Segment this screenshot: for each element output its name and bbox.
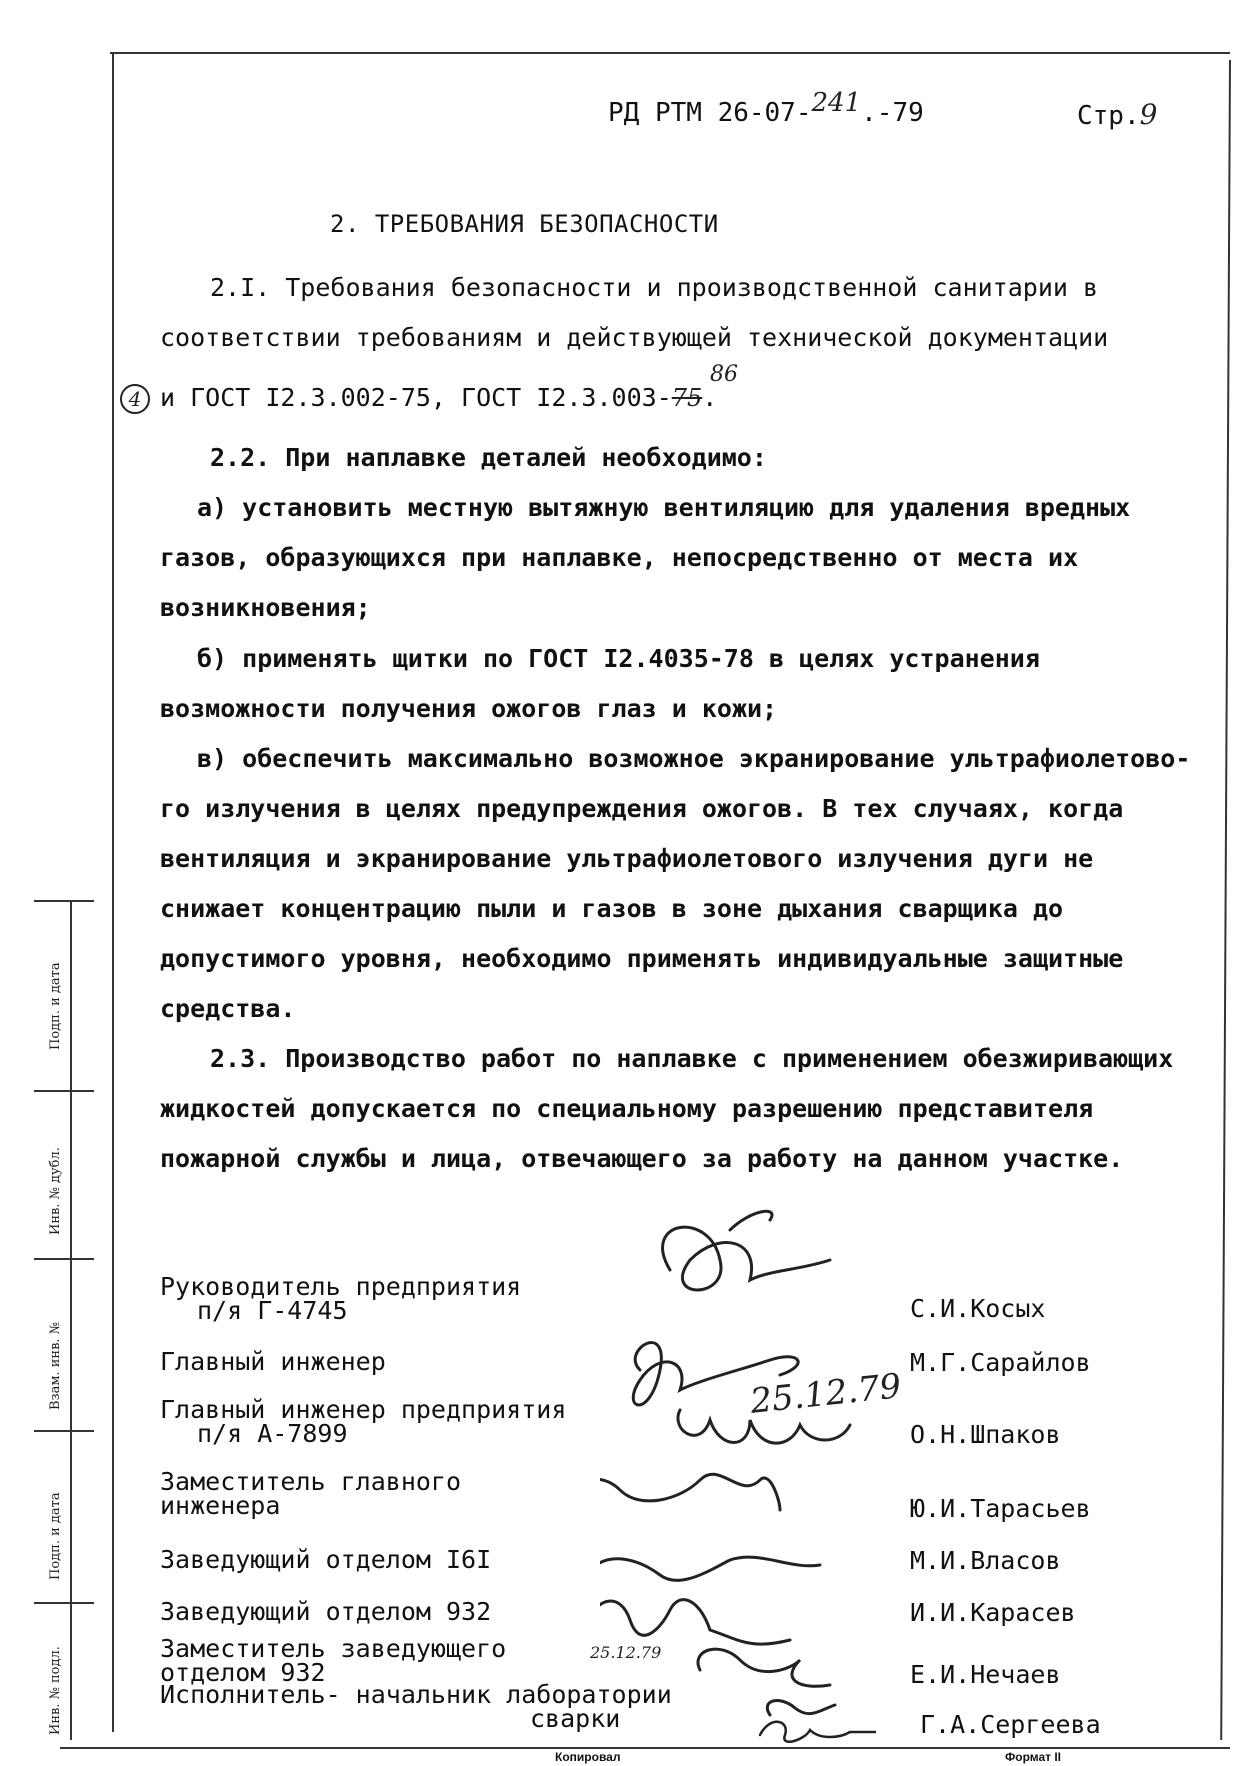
text-line: средства. [160, 994, 296, 1023]
text-line: 2.I. Требования безопасности и производственной санитарии в [210, 273, 1099, 302]
small-date: 25.12.79 [590, 1643, 662, 1662]
text-line: снижает концентрацию пыли и газов в зоне дыхания сварщика до [160, 894, 1064, 923]
signatory-role: Руководитель предприятия п/я Г-4745 [160, 1272, 522, 1325]
signatory-role: Исполнитель- начальник лаборатории сварки [160, 1680, 672, 1733]
signature-7 [698, 1649, 830, 1686]
text-line: соответствии требованиям и действующей технической документации [160, 323, 1109, 352]
text-line: б) применять щитки по ГОСТ I2.4035-78 в целях устранения [197, 644, 1040, 673]
document-code [608, 88, 924, 128]
margin-label: Взам. инв. № [48, 1322, 63, 1410]
margin-label: Инв. № дубл. [48, 1147, 63, 1235]
doc-prefix: РД РТМ 26-07- [608, 98, 812, 128]
text-line: в) обеспечить максимально возможное экранирование ультрафиолетово- [197, 744, 1191, 773]
text-line: пожарной службы и лица, отвечающего за работу на данном участке. [160, 1144, 1124, 1173]
text-line: газов, образующихся при наплавке, непосредственно от места их [160, 543, 1079, 572]
margin-separator [34, 900, 94, 902]
signatory-role: Заведующий отделом 932 [160, 1597, 492, 1626]
margin-label: Подп. и дата [48, 1492, 63, 1580]
gost-reference: и ГОСТ I2.3.002-75, ГОСТ I2.3.003- [160, 383, 672, 412]
footer-right: Формат II [1005, 1750, 1062, 1764]
signatory-role: Главный инженер [160, 1347, 386, 1376]
frame-top-line [110, 52, 1230, 54]
signatory-name: М.И.Власов [910, 1546, 1061, 1575]
margin-label: Инв. № подл. [48, 1646, 63, 1735]
signature-6 [600, 1600, 790, 1645]
text-line: жидкостей допускается по специальному разрешению представителя [160, 1094, 1094, 1123]
text-line: возможности получения ожогов глаз и кожи; [160, 694, 778, 723]
signature-date: 25.12.79 [748, 1366, 904, 1422]
circled-number: 4 [120, 384, 150, 414]
margin-label: Подп. и дата [48, 962, 63, 1050]
text-line-gost [160, 373, 717, 423]
handwritten-signatures [600, 1200, 1120, 1720]
signatory-role: Главный инженер предприятия п/я А-7899 [160, 1395, 567, 1448]
frame-left-line [112, 52, 114, 1732]
signatory-name: С.И.Косых [910, 1294, 1046, 1323]
margin-separator [34, 1430, 94, 1432]
signatory-name: О.Н.Шпаков [910, 1420, 1061, 1449]
text-line: 2.2. При наплавке деталей необходимо: [210, 443, 767, 472]
page-number [1077, 98, 1157, 131]
corrected-year: 86 [710, 362, 738, 387]
text-line: возникновения; [160, 593, 371, 622]
doc-suffix: .-79 [861, 98, 924, 128]
text-line: вентиляция и экранирование ультрафиолетового излучения дуги не [160, 844, 1094, 873]
period: . [702, 383, 718, 412]
signature-9 [750, 1710, 880, 1750]
page-label: Стр. [1077, 101, 1140, 131]
signatory-name: Г.А.Сергеева [920, 1710, 1101, 1739]
signature-1 [663, 1211, 830, 1290]
struck-year: 75 [671, 384, 703, 412]
doc-number-handwritten: 241 [811, 88, 862, 118]
frame-right-line [1220, 60, 1231, 1740]
frame-bottom-line [60, 1747, 1230, 1749]
signatory-role: Заместитель главного инженера [160, 1467, 462, 1520]
margin-separator [34, 1258, 94, 1260]
text-line: а) установить местную вытяжную вентиляцию для удаления вредных [197, 493, 1131, 522]
margin-separator [34, 1602, 94, 1604]
signatory-name: И.И.Карасев [910, 1598, 1076, 1627]
signatory-name: Ю.И.Тарасьев [910, 1494, 1091, 1523]
page-number-handwritten: 9 [1139, 98, 1158, 131]
text-line: го излучения в целях предупреждения ожогов. В тех случаях, когда [160, 794, 1124, 823]
signatory-name: М.Г.Сарайлов [910, 1348, 1091, 1377]
signature-4 [600, 1474, 780, 1510]
signatory-role: Заместитель заведующего отделом 932 [160, 1634, 507, 1687]
signature-5 [600, 1557, 820, 1580]
section-title: 2. ТРЕБОВАНИЯ БЕЗОПАСНОСТИ [330, 210, 719, 238]
signatory-role: Заведующий отделом I6I [160, 1545, 492, 1574]
text-line: 2.3. Производство работ по наплавке с применением обезжиривающих [210, 1044, 1174, 1073]
margin-separator [34, 1090, 94, 1092]
text-line: допустимого уровня, необходимо применять индивидуальные защитные [160, 944, 1124, 973]
footer-left: Копировал [555, 1750, 621, 1764]
signatory-name: Е.И.Нечаев [910, 1660, 1061, 1689]
